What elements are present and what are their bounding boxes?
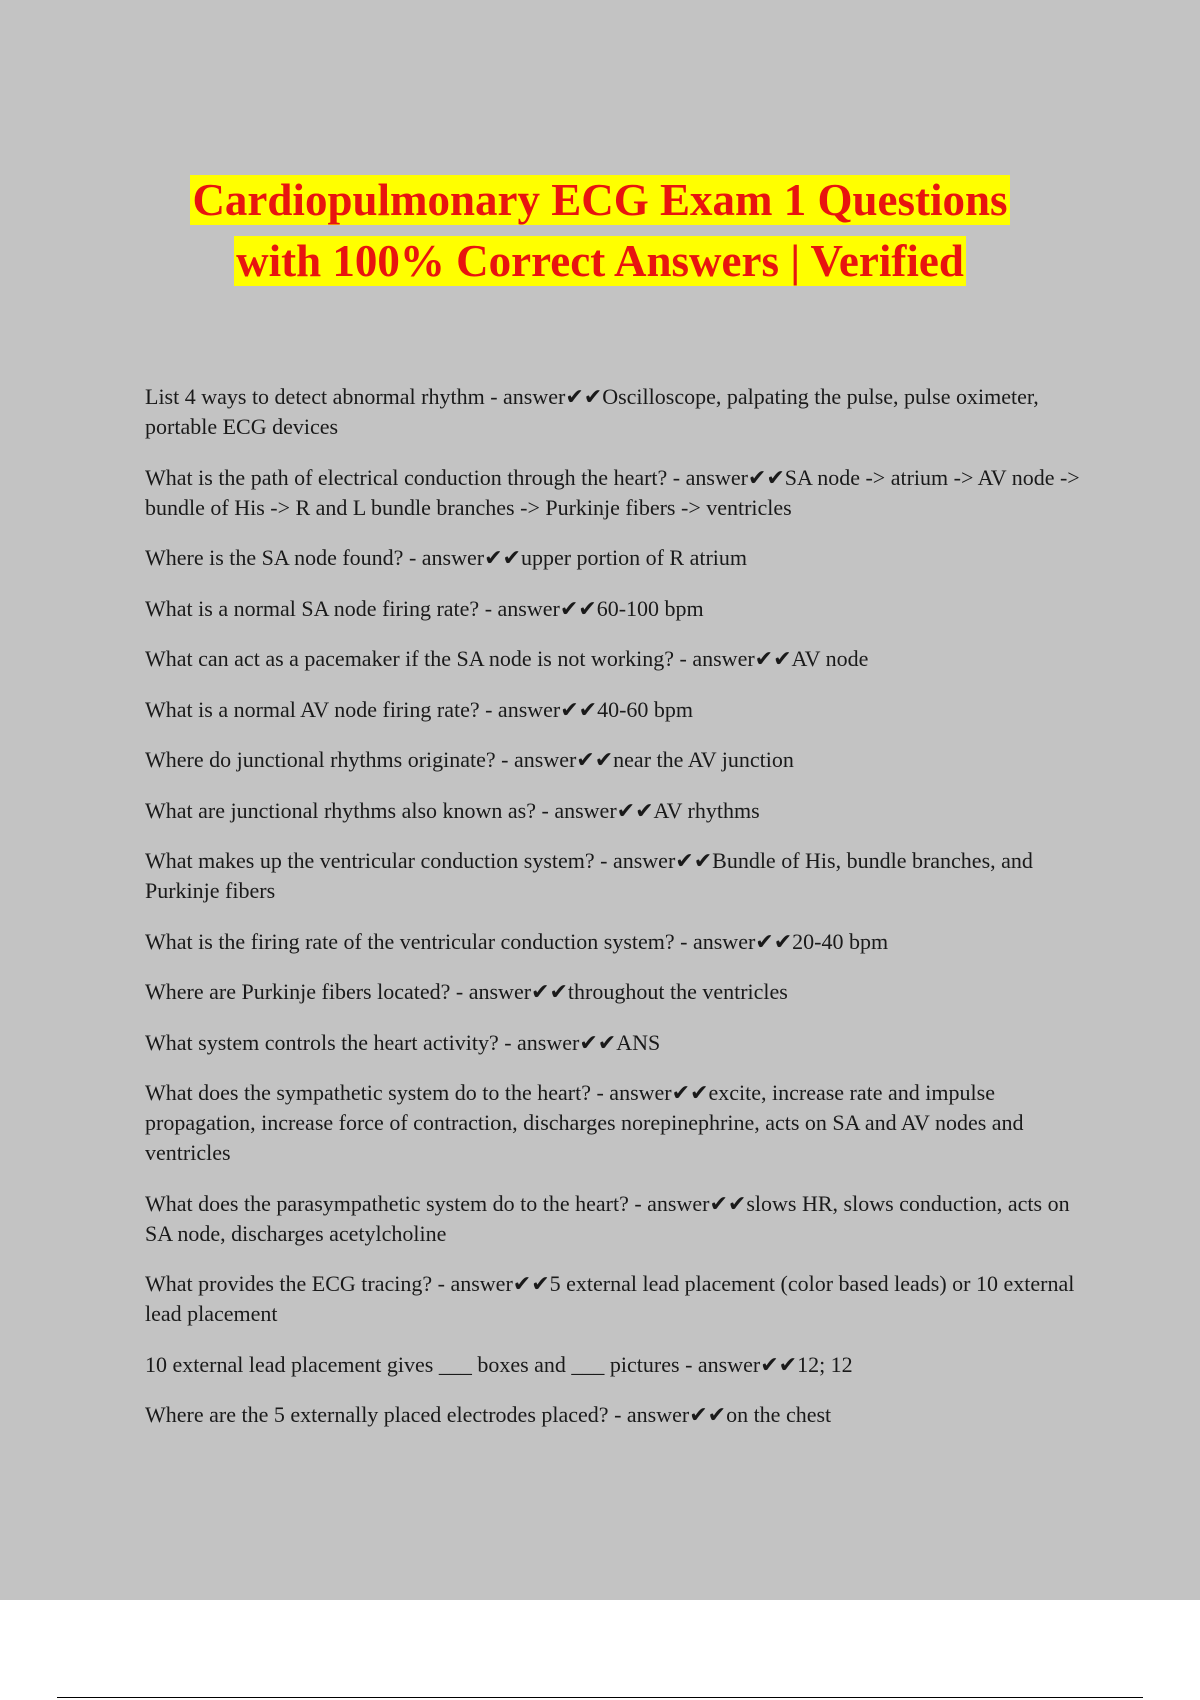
answer-marker: - answer✔✔ — [403, 545, 521, 570]
qa-item — [145, 644, 1095, 674]
answer-text: AV rhythms — [653, 797, 760, 823]
qa-item — [145, 1269, 1095, 1329]
answer-text: ANS — [616, 1029, 661, 1055]
question-text: What makes up the ventricular conduction system? — [145, 848, 595, 873]
qa-item — [145, 382, 1095, 442]
qa-item — [145, 977, 1095, 1007]
answer-marker: - answer✔✔ — [628, 1190, 747, 1216]
footer-divider — [57, 1697, 1143, 1698]
answer-text: AV node — [791, 646, 869, 671]
answer-text: on the chest — [726, 1402, 832, 1427]
question-text: What is a normal AV node firing rate? — [145, 696, 480, 722]
question-text: What is the path of electrical conduction through the heart? — [145, 464, 668, 490]
answer-text: near the AV junction — [613, 747, 794, 772]
answer-marker: - answer✔✔ — [479, 696, 598, 722]
qa-item — [145, 745, 1095, 775]
qa-item — [145, 1350, 1095, 1380]
question-text: Where are Purkinje fibers located? — [145, 979, 451, 1004]
answer-text: Bundle of His, bundle branches, and Purkinje fibers — [145, 848, 1033, 903]
question-text: What are junctional rhythms also known as? — [145, 797, 537, 823]
question-text: List 4 ways to detect abnormal rhythm — [145, 384, 485, 409]
qa-item — [145, 463, 1095, 523]
answer-marker: - answer✔✔ — [590, 1080, 709, 1105]
question-text: What is a normal SA node firing rate? — [145, 595, 480, 621]
answer-text: Oscilloscope, palpating the pulse, pulse oximeter, portable ECG devices — [145, 384, 1039, 439]
answer-marker: - answer✔✔ — [484, 384, 603, 409]
title-line-2: with 100% Correct Answers | Verified — [236, 236, 964, 286]
question-text: What is the firing rate of the ventricular conduction system? — [145, 928, 675, 954]
question-text: What system controls the heart activity? — [145, 1029, 499, 1055]
answer-text: throughout the ventricles — [567, 979, 788, 1004]
question-text: What does the sympathetic system do to the heart? — [145, 1080, 591, 1105]
answer-text: slows HR, slows conduction, acts on SA node, discharges acetylcholine — [145, 1190, 1070, 1246]
answer-marker: - answer✔✔ — [594, 848, 713, 873]
qa-list — [145, 382, 1095, 1451]
qa-item — [145, 543, 1095, 573]
answer-text: 20-40 bpm — [792, 928, 889, 954]
answer-marker: - answer✔✔ — [674, 646, 792, 671]
qa-item — [145, 1400, 1095, 1430]
answer-marker: - answer✔✔ — [679, 1351, 798, 1377]
answer-marker: - answer✔✔ — [450, 979, 568, 1004]
answer-marker: - answer✔✔ — [667, 464, 785, 490]
answer-text: upper portion of R atrium — [520, 545, 748, 570]
question-text: What can act as a pacemaker if the SA node is not working? — [145, 646, 675, 671]
qa-item — [145, 1189, 1095, 1249]
document-title — [0, 170, 1200, 292]
question-text: Where is the SA node found? — [145, 545, 404, 570]
qa-item — [145, 796, 1095, 826]
answer-text: 60-100 bpm — [596, 595, 704, 621]
answer-text: excite, increase rate and impulse propagation, increase force of contraction, discharges norepinephrine, acts on SA and AV nodes and ventricles — [145, 1080, 1024, 1165]
qa-item — [145, 1028, 1095, 1058]
qa-item — [145, 695, 1095, 725]
qa-item — [145, 927, 1095, 957]
answer-marker: - answer✔✔ — [536, 797, 654, 823]
answer-marker: - answer✔✔ — [432, 1271, 550, 1296]
question-text: Where do junctional rhythms originate? — [145, 747, 496, 772]
answer-marker: - answer✔✔ — [498, 1029, 617, 1055]
answer-marker: - answer✔✔ — [495, 747, 614, 772]
qa-item — [145, 1078, 1095, 1168]
question-text: What does the parasympathetic system do to the heart? — [145, 1190, 629, 1216]
answer-text: 12; 12 — [797, 1351, 853, 1377]
title-line-1: Cardiopulmonary ECG Exam 1 Questions — [192, 175, 1008, 225]
answer-text: SA node -> atrium -> AV node -> bundle of His -> R and L bundle branches -> Purkinje fibers -> ventricles — [145, 464, 1080, 520]
answer-text: 5 external lead placement (color based leads) or 10 external lead placement — [145, 1271, 1075, 1326]
question-text: Where are the 5 externally placed electrodes placed? — [145, 1402, 609, 1427]
question-text: What provides the ECG tracing? — [145, 1271, 433, 1296]
answer-text: 40-60 bpm — [597, 696, 694, 722]
answer-marker: - answer✔✔ — [608, 1402, 727, 1427]
question-text: 10 external lead placement gives ___ boxes and ___ pictures — [145, 1351, 680, 1377]
answer-marker: - answer✔✔ — [479, 595, 597, 621]
qa-item — [145, 846, 1095, 906]
qa-item — [145, 594, 1095, 624]
answer-marker: - answer✔✔ — [674, 928, 793, 954]
